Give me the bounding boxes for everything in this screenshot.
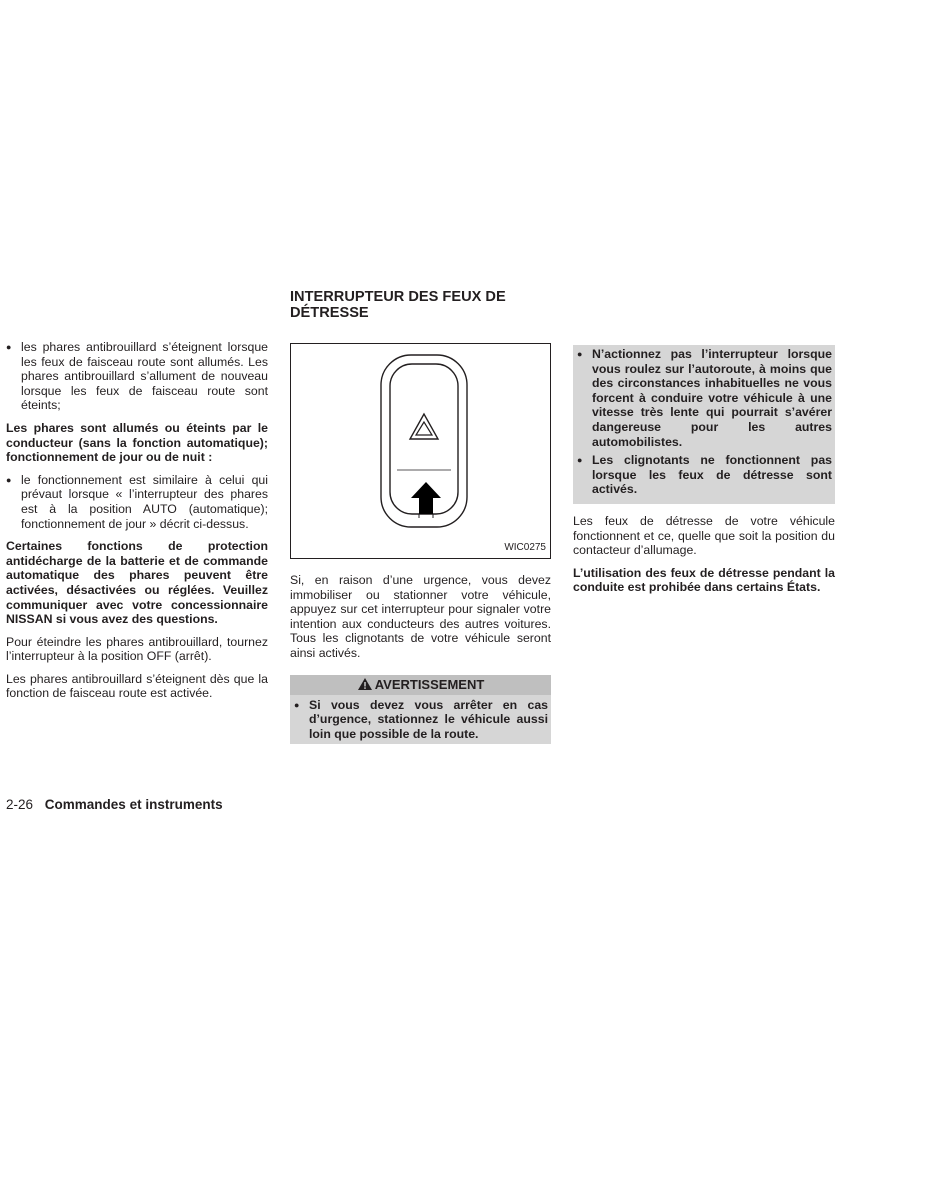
paragraph: Si, en raison d’une urgence, vous devez immobiliser ou stationner votre véhicule, appuyez sur cet interrupteur pour signaler votre intention aux conducteurs des autres voitures. Tous les clignotants de votre véhicule seront ainsi activés. <box>290 573 551 660</box>
warning-box <box>290 675 551 745</box>
warning-item: ● Si vous devez vous arrêter en cas d’urgence, stationnez le véhicule aussi loin que possible de la route. <box>294 698 548 742</box>
warning-box-continued <box>573 345 835 504</box>
warning-header <box>290 675 551 695</box>
column-right <box>573 345 835 603</box>
warning-item: ● Les clignotants ne fonctionnent pas lorsque les feux de détresse sont activés. <box>577 453 832 497</box>
hazard-switch-illustration <box>291 344 550 558</box>
notice-paragraph: Certaines fonctions de protection antidécharge de la batterie et de commande automatique des phares peuvent être activées, désactivées ou réglées. Veuillez communiquer avec votre concessionnaire NISSAN si vous avez des questions. <box>6 539 268 627</box>
notice-paragraph: L’utilisation des feux de détresse pendant la conduite est prohibée dans certains États. <box>573 565 835 595</box>
column-middle <box>290 289 551 744</box>
paragraph: Les feux de détresse de votre véhicule fonctionnent et ce, quelle que soit la position du contacteur d’allumage. <box>573 513 835 558</box>
hazard-switch-figure <box>290 343 551 559</box>
section-title: INTERRUPTEUR DES FEUX DE DÉTRESSE <box>290 289 506 321</box>
subheading: Les phares sont allumés ou éteints par le conducteur (sans la fonction automatique); fonctionnement de jour ou de nuit : <box>6 420 268 465</box>
figure-code: WIC0275 <box>504 542 546 554</box>
warning-item: ● N’actionnez pas l’interrupteur lorsque vous roulez sur l’autoroute, à moins que des circonstances inhabituelles ne vous forcent à conduire votre véhicule à une vitesse très lente qui pourrait s’avérer dangereuse pour les autres automobilistes. <box>577 347 832 449</box>
column-left <box>6 340 268 709</box>
warning-title: AVERTISSEMENT <box>374 676 485 692</box>
list-item: ● les phares antibrouillard s’éteignent lorsque les feux de faisceau route sont allumés. Les phares antibrouillard s’allument de nouveau lorsque les feux de faisceau route sont éteints; <box>6 340 268 413</box>
footer-section-title: Commandes et instruments <box>44 797 223 812</box>
list-item: ● le fonctionnement est similaire à celui qui prévaut lorsque « l’interrupteur des phares est à la position AUTO (automatique); fonctionnement de jour » décrit ci-dessus. <box>6 473 268 531</box>
page-number: 2-26 <box>6 797 34 812</box>
page-footer <box>6 797 223 812</box>
warning-triangle-icon <box>357 677 373 691</box>
paragraph: Pour éteindre les phares antibrouillard, tournez l’interrupteur à la position OFF (arrêt). <box>6 634 268 664</box>
paragraph: Les phares antibrouillard s’éteignent dès que la fonction de faisceau route est activée. <box>6 671 268 701</box>
